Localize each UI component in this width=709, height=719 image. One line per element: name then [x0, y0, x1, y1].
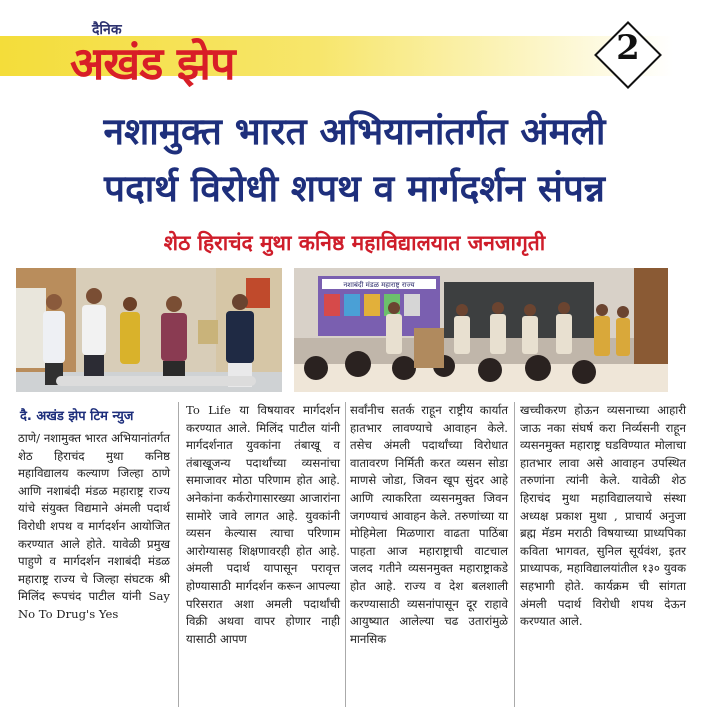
byline: दै. अखंड झेप टिम न्युज — [20, 409, 134, 424]
subheadline: शेठ हिराचंद मुथा कनिष्ठ महाविद्यालयात जनजागृती — [163, 231, 546, 255]
article-column-1 — [18, 430, 170, 624]
photo-classroom-drawing — [294, 268, 668, 392]
masthead-daily-label: दैनिक — [92, 22, 122, 38]
page-number: 2 — [616, 28, 640, 68]
masthead-title: अखंड झेप — [70, 37, 235, 90]
masthead — [0, 0, 709, 102]
article-text-col-4: खच्चीकरण होऊन व्यसनाच्या आहारी जाऊ नका संघर्ष करा निर्व्यसनी राहून व्यसनमुक्त महाराष्ट्र घडविण्यात मोलाचा हातभार लावा असे आवाहन उपस्थित तरुणांना त्यांनी केले. यावेळी शेठ हिराचंद मुथा महाविद्यालयाचे संस्था अध्यक्ष प्रकाश मुथा , प्राचार्य अनुजा ब्रह्म मॅडम मराठी विषयाच्या प्राध्यपिका कविता भागवत, सुनिल सूर्यवंश, इतर प्राध्यापक, महाविद्यालयांतील १३० युवक सहभागी होते. कार्यक्रम ची सांगता अंमली पदार्थ विरोधी शपथ देऊन करण्यात आले. — [520, 403, 686, 629]
article-text-col-3: सर्वांनीच सतर्क राहून राष्ट्रीय कार्यात हातभार लावण्याचे आवाहन केले. तसेच अंमली पदार्थांच्या विरोधात वातावरण निर्मिती करत व्यसन सोडा माणसे जोडा, जिवन खूप सुंदर आहे आणि त्याकरिता व्यसनमुक्त जिवन जगण्याचं आवाहन केले. तरुणांच्या या मोहिमेला मिळणारा वाढता पाठिंबा पाहता आज महाराष्ट्राची वाटचाल जलद गतीने व्यसनमुक्त महाराष्ट्राकडे होत आहे. राज्य व देश बलशाली करण्यासाठी व्यसनांपासून दूर राहावे आयुष्यात आलेल्या चढ उतारांमुळे मानसिक — [350, 403, 508, 646]
banner-text: नशाबंदी मंडळ महाराष्ट्र राज्य — [343, 281, 415, 289]
headline-line-2: पदार्थ विरोधी शपथ व मार्गदर्शन संपन्न — [104, 167, 605, 210]
photo-felicitation — [16, 268, 282, 392]
column-divider — [514, 402, 515, 707]
article-text-col-2: To Life या विषयावर मार्गदर्शन करण्यात आले. मिलिंद पाटील यांनी मार्गदर्शनात युवकांना तंबाखू व तंबाखूजन्य पदार्थांच्या व्यसनांचा समाजावर मोठा परिणाम होत आहे. अनेकांना कर्करोगासारख्या आजारांना सामोरे जावे लागत आहे. युवकांनी व्यसन केल्यास त्याचा परिणाम आरोग्यासह शिक्षणावरही होत आहे. अंमली पदार्थ यापासून परावृत्त होण्यासाठी मार्गदर्शन करून आपल्या परिसरात अशा अमली पदार्थांची विक्री अथवा वापर होणार नाही यासाठी आपण — [186, 403, 340, 646]
photo-felicitation-drawing — [16, 268, 282, 392]
column-divider — [345, 402, 346, 707]
article-text-col-1: ठाणे/ नशामुक्त भारत अभियानांतर्गत शेठ हिराचंद मुथा कनिष्ठ महाविद्यालय कल्याण जिल्हा ठाणे आणि नशाबंदी मंडळ महाराष्ट्र राज्य यांचे संयुक्त विद्यमाने अंमली पदार्थ विरोधी शपथ व मार्गदर्शन आयोजित करण्यात आले होते. यावेळी प्रमुख पाहुणे व मार्गदर्शन नशाबंदी मंडळ महाराष्ट्र राज्य चे जिल्हा संघटक श्री मिलिंद रूपचंद पाटील यांनी Say No To Drug's Yes — [18, 431, 170, 621]
column-divider — [178, 402, 179, 707]
article-column-2 — [186, 402, 340, 648]
article-column-3 — [350, 402, 508, 648]
article-column-4 — [520, 402, 686, 631]
photo-classroom-event — [294, 268, 668, 392]
headline-line-1: नशामुक्त भारत अभियानांतर्गत अंमली — [103, 110, 606, 153]
